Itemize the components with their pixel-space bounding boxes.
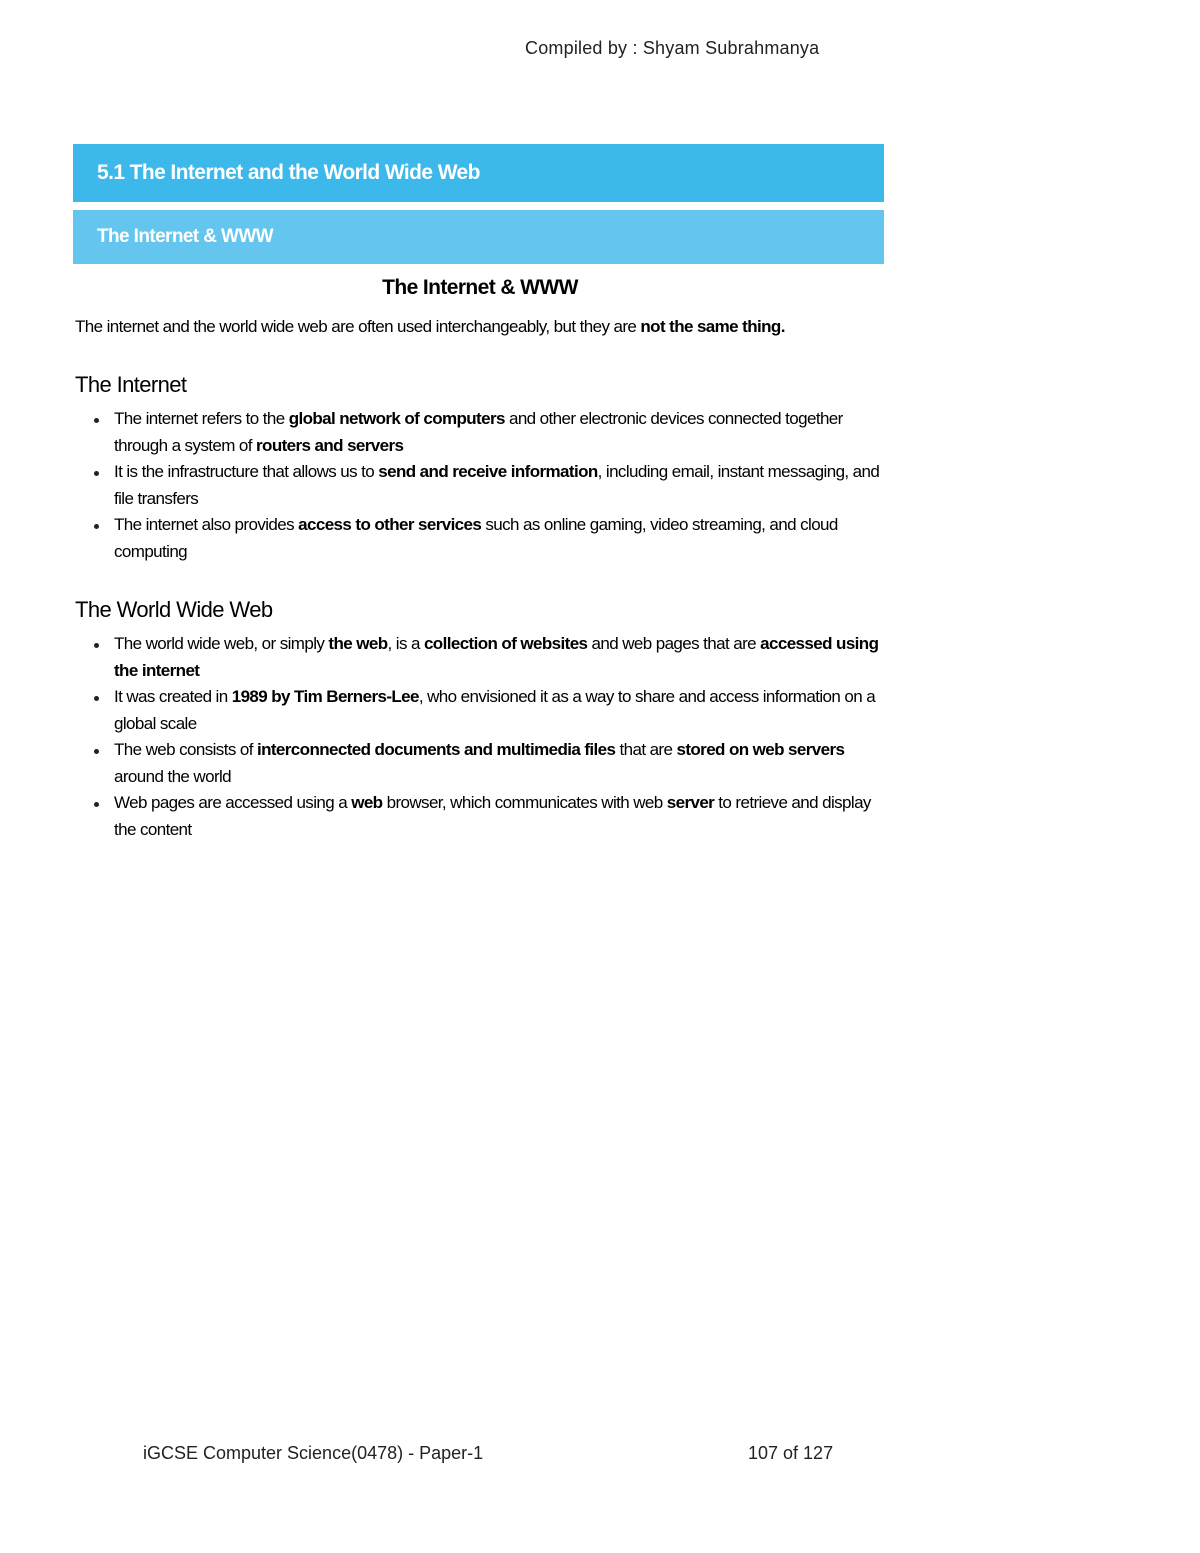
bullet-icon: [94, 524, 99, 529]
text-run: The world wide web, or simply: [114, 634, 329, 653]
bold-text: access to other services: [298, 515, 482, 534]
bold-text: interconnected documents and multimedia files: [256, 740, 616, 759]
compiled-by-header: Compiled by : Shyam Subrahmanya: [525, 38, 820, 58]
bullet-icon: [94, 802, 99, 807]
text-run: , is a: [387, 634, 424, 653]
bullet-icon: [94, 471, 99, 476]
list-item: [75, 406, 885, 459]
text-run: Web pages are accessed using a: [114, 793, 352, 812]
text-run: , including email, instant messaging, and file transfers: [114, 462, 880, 508]
content-title: The Internet & WWW: [382, 276, 578, 299]
list-item: [75, 737, 885, 790]
text-run: such as online gaming, video streaming, and cloud computing: [114, 515, 838, 561]
section-title: 5.1 The Internet and the World Wide Web: [97, 161, 480, 184]
bold-text: global network of computers: [288, 409, 505, 428]
text-run: The internet also provides: [114, 515, 299, 534]
text-run: that are: [615, 740, 677, 759]
intro-paragraph: [75, 314, 885, 340]
sections-container: [75, 370, 885, 843]
bold-text: the web: [328, 634, 388, 653]
text-run: , who envisioned it as a way to share and access information on a global scale: [114, 687, 876, 733]
subsection-title-banner: [73, 210, 884, 264]
bullet-list: [75, 631, 885, 843]
bold-text: server: [666, 793, 715, 812]
section-title-banner: [73, 144, 884, 202]
bold-text: accessed using the internet: [114, 634, 879, 680]
text-run: around the world: [114, 766, 232, 786]
text-run: and web pages that are: [587, 634, 761, 653]
text-run: The internet and the world wide web are often used interchangeably, but they are: [75, 317, 641, 336]
footer-course: iGCSE Computer Science(0478) - Paper-1: [143, 1443, 484, 1463]
text-run: The internet refers to the: [114, 409, 289, 428]
text-run: to retrieve and display the content: [114, 793, 871, 839]
section-heading: The Internet: [75, 372, 187, 397]
bullet-icon: [94, 643, 99, 648]
text-run: and other electronic devices connected together through a system of: [114, 409, 843, 455]
page-content: [75, 274, 885, 843]
bold-text: 1989 by Tim Berners-Lee: [231, 687, 419, 706]
list-item: [75, 512, 885, 565]
bullet-icon: [94, 418, 99, 423]
bullet-icon: [94, 696, 99, 701]
section-heading: The World Wide Web: [75, 597, 273, 622]
footer-page-number: 107 of 127: [748, 1443, 834, 1463]
list-item: [75, 684, 885, 737]
bullet-list: [75, 406, 885, 565]
text-run: browser, which communicates with web: [382, 793, 667, 812]
bullet-icon: [94, 749, 99, 754]
bold-text: not the same thing.: [640, 317, 785, 336]
bold-text: stored on web servers: [676, 740, 845, 759]
text-run: The web consists of: [114, 740, 257, 759]
list-item: [75, 631, 885, 684]
text-run: It was created in: [114, 687, 232, 706]
subsection-title: The Internet & WWW: [97, 226, 274, 247]
list-item: [75, 459, 885, 512]
bold-text: routers and servers: [256, 435, 404, 455]
bold-text: collection of websites: [423, 634, 588, 653]
text-run: It is the infrastructure that allows us to: [114, 462, 379, 481]
bold-text: send and receive information: [378, 462, 598, 481]
bold-text: web: [351, 793, 383, 812]
list-item: [75, 790, 885, 843]
